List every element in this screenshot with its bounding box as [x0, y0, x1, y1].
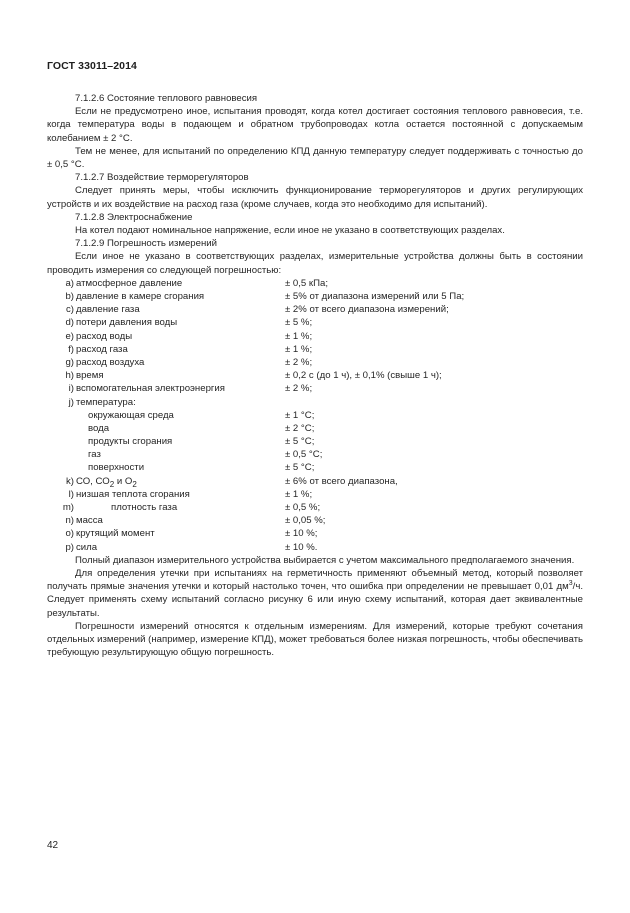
list-item-value: ± 1 %;: [285, 343, 313, 355]
list-item-name: атмосферное давление: [76, 277, 183, 289]
list-item-name: поверхности: [88, 462, 145, 474]
list-item-name: сила: [76, 541, 98, 553]
list-item-value: ± 0,5 кПа;: [285, 277, 329, 289]
list-item-value: ± 5 °С;: [285, 462, 315, 474]
list-item-value: ± 1 %;: [285, 488, 313, 500]
list-item-label: d): [65, 317, 74, 329]
paragraph: Следует принять меры, чтобы исключить функционирование терморегуляторов и других регулирующих устройств и их воздействие на расход газа (кроме случаев, когда это необходимо для испытаний).: [47, 185, 583, 210]
list-item: [47, 277, 583, 290]
list-item-name: вспомогательная электроэнергия: [76, 383, 225, 395]
list-subitem: [47, 461, 583, 474]
list-subitem: [47, 422, 583, 435]
list-item-label: k): [66, 475, 74, 487]
list-item: [47, 527, 583, 540]
list-item: [47, 369, 583, 382]
list-item: [47, 356, 583, 369]
list-item-name: продукты сгорания: [88, 436, 173, 448]
accuracy-list: [47, 277, 583, 554]
list-item-name: давление газа: [76, 304, 140, 316]
paragraph: Для определения утечки при испытаниях на герметичность применяют объемный метод, который позволяет получать прямые значения утечки и который настолько точен, что ошибка при определении не превышает 0,01 $дм^3/ч$. Следует применять схему испытаний согласно рисунку 6 или иную схему испытаний, которая дает эквивалентные результаты.: [47, 567, 583, 619]
list-item-label: m): [62, 502, 74, 514]
list-item-name: температура:: [76, 396, 136, 408]
list-item-value: ± 2 %;: [285, 383, 313, 395]
list-item-value: ± 10 %.: [285, 541, 318, 553]
list-item-label: o): [65, 528, 74, 540]
list-item-name: СО, $СО_2$ и $О_2$: [76, 475, 137, 489]
paragraph: Погрешности измерений относятся к отдельным измерениям. Для измерений, которые требуют сочетания отдельных измерений (например, измерение КПД), может требоваться более низкая погрешность, чтобы обеспечивать требующую результирующую общую погрешность.: [47, 620, 583, 659]
list-item-name: время: [76, 370, 104, 382]
list-item-label: a): [65, 277, 74, 289]
list-subitem: [47, 409, 583, 422]
list-item-label: f): [68, 343, 74, 355]
section-heading-7-1-2-7: 7.1.2.7 Воздействие терморегуляторов: [75, 172, 249, 184]
list-item: [47, 343, 583, 356]
list-item-value: ± 2 °С;: [285, 422, 315, 434]
paragraph: Если иное не указано в соответствующих разделах, измерительные устройства должны быть в состоянии проводить измерения со следующей погрешностью:: [47, 251, 583, 276]
list-item: [47, 396, 583, 409]
list-item: [47, 316, 583, 329]
list-item-value: ± 2% от всего диапазона измерений;: [285, 304, 449, 316]
list-item: [47, 330, 583, 343]
list-item-value: ± 5% от диапазона измерений или 5 Па;: [285, 291, 465, 303]
document-code-header: ГОСТ 33011–2014: [47, 60, 137, 72]
page-number: 42: [47, 840, 59, 851]
list-item-value: ± 0,2 с (до 1 ч), ± 0,1% (свыше 1 ч);: [285, 370, 442, 382]
list-item: [47, 290, 583, 303]
list-item-label: b): [65, 291, 74, 303]
list-item-name: газ: [88, 449, 101, 461]
list-item-value: ± 6% от всего диапазона,: [285, 475, 398, 487]
list-item-name: расход воздуха: [76, 356, 145, 368]
list-item-value: ± 10 %;: [285, 528, 318, 540]
list-item: [47, 514, 583, 527]
list-item-value: ± 2 %;: [285, 356, 313, 368]
list-item: [47, 488, 583, 501]
list-item-name: крутящий момент: [76, 528, 155, 540]
list-item-label: j): [68, 396, 74, 408]
list-item-label: p): [65, 541, 74, 553]
list-item-value: ± 0,05 %;: [285, 515, 326, 527]
list-item: [47, 475, 583, 488]
section-heading-7-1-2-8: 7.1.2.8 Электроснабжение: [75, 211, 193, 223]
list-item-name: плотность газа: [111, 502, 178, 514]
section-heading-7-1-2-6: 7.1.2.6 Состояние теплового равновесия: [75, 93, 258, 104]
list-item-name: потери давления воды: [76, 317, 178, 329]
list-item-label: c): [66, 304, 74, 316]
list-subitem: [47, 435, 583, 448]
list-item-name: расход воды: [76, 330, 133, 342]
list-item-label: i): [68, 383, 74, 395]
list-item-value: ± 5 %;: [285, 317, 313, 329]
list-item-value: ± 5 °С;: [285, 436, 315, 448]
list-item-value: ± 1 °С;: [285, 409, 315, 421]
list-item-label: e): [65, 330, 74, 342]
paragraph: Тем не менее, для испытаний по определению КПД данную температуру следует поддерживать с точностью до ± 0,5 °С.: [47, 145, 583, 171]
document-body: [47, 92, 583, 659]
list-subitem: [47, 448, 583, 461]
list-item-value: ± 1 %;: [285, 330, 313, 342]
paragraph: Если не предусмотрено иное, испытания проводят, когда котел достигает состояния теплового равновесия, т.е. когда температура воды в подающем и обратном трубопроводах котла остается постоянной с допускаемым колебанием ± 2 °С.: [47, 106, 583, 144]
list-item-name: расход газа: [76, 343, 128, 355]
list-item-label: h): [65, 370, 74, 382]
list-item-name: вода: [88, 422, 110, 434]
list-item-value: ± 0,5 °С;: [285, 449, 323, 461]
list-item: [47, 501, 583, 514]
list-item-label: n): [65, 515, 74, 527]
list-item: [47, 541, 583, 554]
list-item-value: ± 0,5 %;: [285, 502, 321, 514]
paragraph: Полный диапазон измерительного устройства выбирается с учетом максимального предполагаемого значения.: [75, 554, 575, 566]
section-heading-7-1-2-9: 7.1.2.9 Погрешность измерений: [75, 238, 217, 250]
list-item-name: низшая теплота сгорания: [76, 488, 190, 500]
list-item: [47, 303, 583, 316]
list-item-name: масса: [76, 515, 103, 527]
list-item-name: окружающая среда: [88, 409, 174, 421]
list-item: [47, 382, 583, 395]
list-item-name: давление в камере сгорания: [76, 291, 205, 303]
paragraph: На котел подают номинальное напряжение, если иное не указано в соответствующих разделах.: [75, 225, 505, 237]
list-item-label: g): [65, 356, 74, 368]
list-item-label: l): [68, 488, 74, 500]
